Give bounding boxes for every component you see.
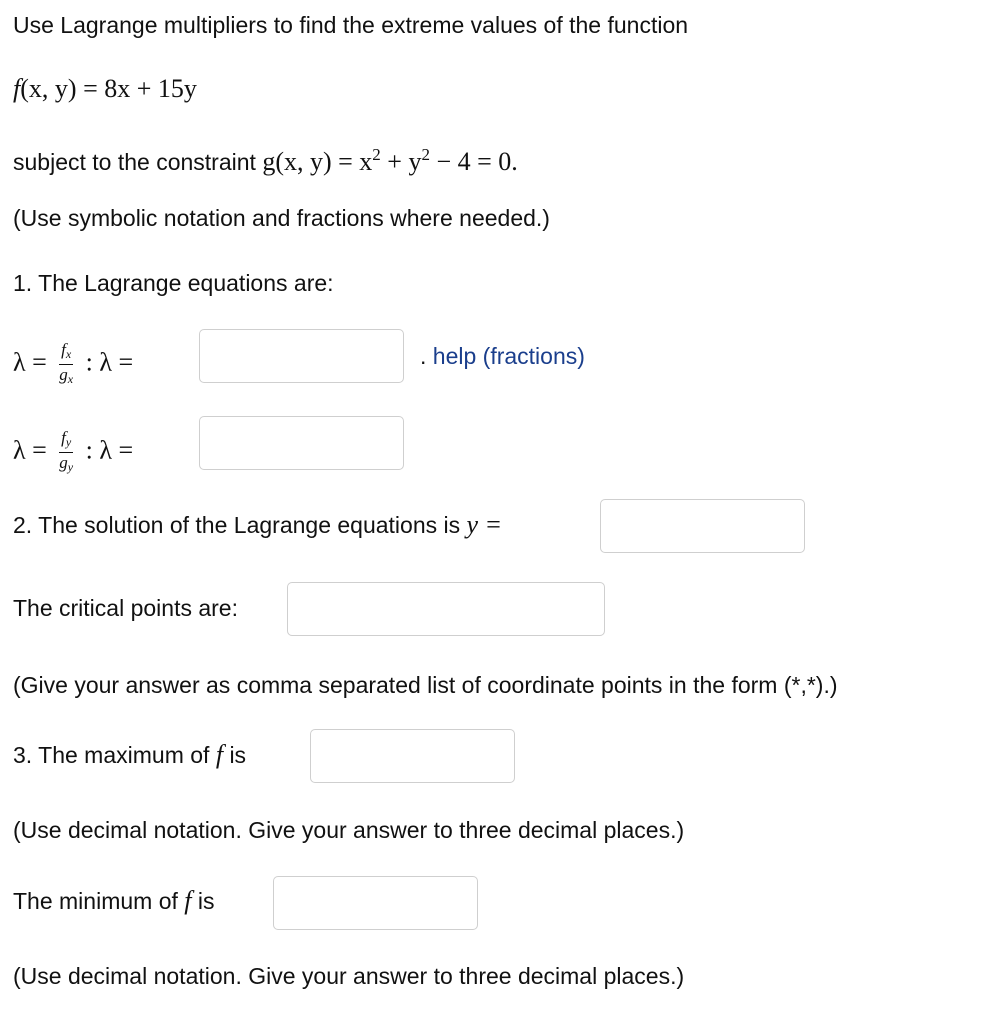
fraction-fy-gy — [57, 428, 75, 477]
function-args: (x, y) — [20, 74, 77, 103]
denominator-sub: y — [67, 460, 74, 474]
function-name: f — [13, 74, 21, 103]
note-min-decimal: (Use decimal notation. Give your answer to three decimal places.) — [13, 963, 685, 989]
function-rhs: = 8x + 15y — [83, 74, 197, 103]
minimum-line — [13, 886, 215, 916]
step2-label: 2. The solution of the Lagrange equations is — [13, 512, 461, 538]
constraint-prefix: subject to the constraint — [13, 149, 256, 175]
lagrange-eq-2 — [13, 428, 133, 477]
minimum-is: is — [197, 888, 215, 914]
denominator-sub: x — [67, 372, 74, 386]
lambda-fx-input[interactable] — [199, 329, 404, 383]
step1-heading: 1. The Lagrange equations are: — [13, 270, 334, 296]
eq2-lhs: λ = — [13, 435, 47, 465]
fraction-fx-gx — [57, 340, 75, 389]
constraint-sup-1: 2 — [372, 145, 381, 164]
critical-points-label: The critical points are: — [13, 595, 238, 621]
fraction-numerator — [59, 340, 73, 365]
solution-y-input[interactable] — [600, 499, 805, 553]
minimum-label: The minimum of — [13, 888, 178, 914]
numerator-sub: x — [65, 347, 72, 361]
help-prefix: . — [420, 343, 427, 369]
lambda-fy-input[interactable] — [199, 416, 404, 470]
maximum-input[interactable] — [310, 729, 515, 783]
constraint-rest: − 4 = 0. — [436, 147, 518, 176]
minimum-input[interactable] — [273, 876, 478, 930]
fraction-denominator — [57, 365, 75, 389]
maximum-f: f — [215, 740, 224, 769]
denominator-g: g — [59, 453, 68, 472]
note-coordinates: (Give your answer as comma separated list of coordinate points in the form (*,*).) — [13, 672, 838, 698]
maximum-label: 3. The maximum of — [13, 742, 210, 768]
eq1-lhs: λ = — [13, 347, 47, 377]
function-expression — [13, 74, 197, 104]
constraint-line — [13, 140, 518, 177]
note-symbolic: (Use symbolic notation and fractions where needed.) — [13, 205, 550, 231]
eq1-separator: : λ = — [85, 347, 134, 377]
fraction-denominator — [57, 453, 75, 477]
eq2-separator: : λ = — [85, 435, 134, 465]
lagrange-eq-1 — [13, 340, 133, 389]
minimum-f: f — [184, 886, 192, 915]
step2-var: y = — [466, 510, 503, 539]
fraction-numerator — [59, 428, 73, 453]
maximum-is: is — [229, 742, 247, 768]
intro-text: Use Lagrange multipliers to find the extreme values of the function — [13, 12, 689, 38]
constraint-expr-left: g(x, y) = x — [262, 147, 373, 176]
help-fractions-link[interactable]: help (fractions) — [432, 343, 585, 369]
critical-points-input[interactable] — [287, 582, 605, 636]
numerator-sub: y — [65, 435, 72, 449]
constraint-plus: + y — [387, 147, 422, 176]
denominator-g: g — [59, 365, 68, 384]
numerator-f: f — [61, 340, 66, 359]
constraint-expression — [262, 147, 517, 176]
numerator-f: f — [61, 428, 66, 447]
note-max-decimal: (Use decimal notation. Give your answer to three decimal places.) — [13, 817, 685, 843]
maximum-line — [13, 740, 246, 770]
constraint-sup-2: 2 — [421, 145, 430, 164]
step2-line — [13, 510, 502, 540]
help-fractions — [420, 341, 585, 371]
